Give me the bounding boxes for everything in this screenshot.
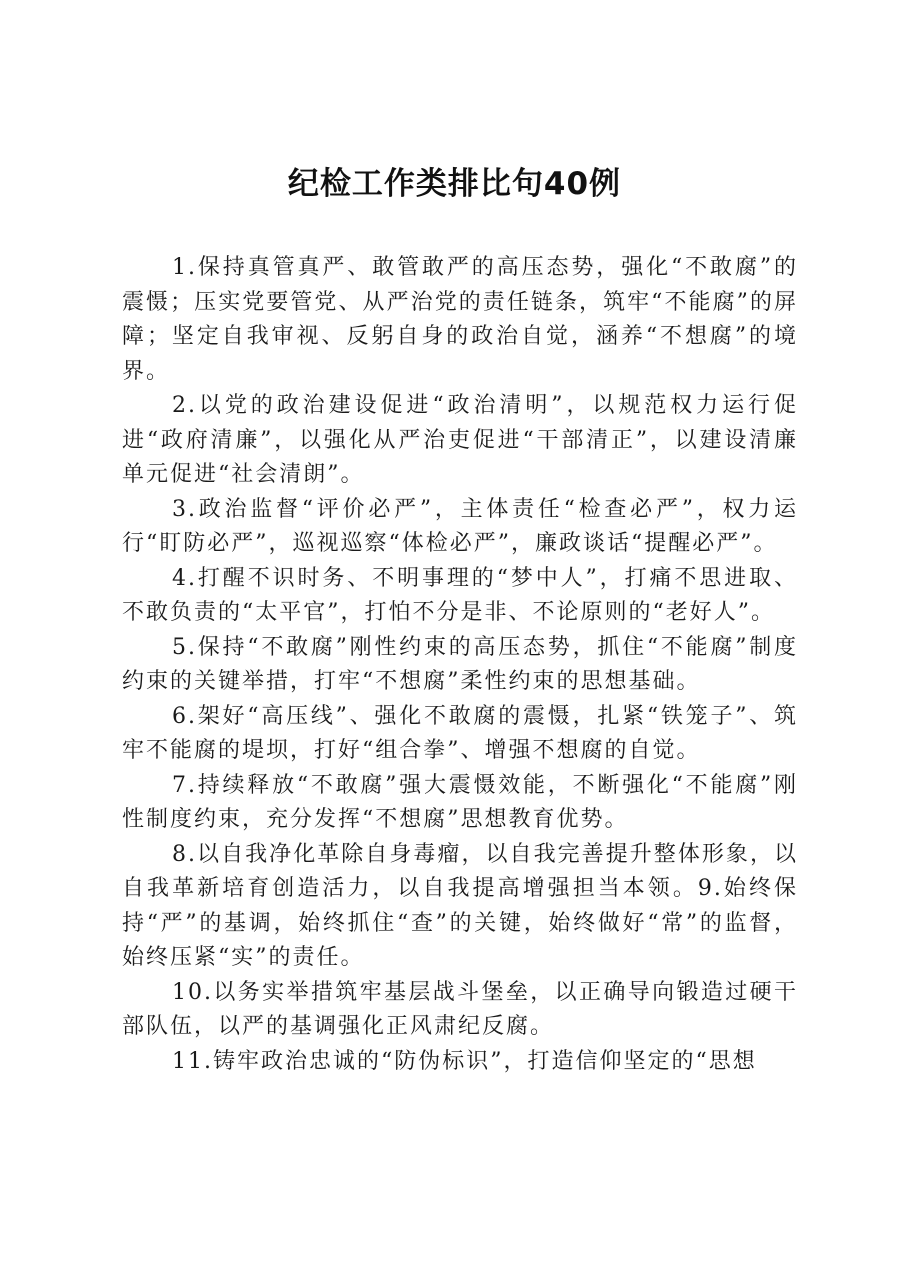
paragraph-5: 5.保持“不敢腐”刚性约束的高压态势，抓住“不能腐”制度约束的关键举措，打牢“不想腐”柔性约束的思想基础。 [122,634,798,694]
paragraph-1: 1.保持真管真严、敢管敢严的高压态势，强化“不敢腐”的震慑；压实党要管党、从严治党的责任链条，筑牢“不能腐”的屏障；坚定自我审视、反躬自身的政治自觉，涵养“不想腐”的境界。 [122,255,798,384]
paragraph-2: 2.以党的政治建设促进“政治清明”，以规范权力运行促进“政府清廉”，以强化从严治吏促进“干部清正”，以建设清廉单元促进“社会清朗”。 [122,393,798,487]
document-title: 纪检工作类排比句40例 [287,166,622,202]
paragraph-7: 7.持续释放“不敢腐”强大震慑效能，不断强化“不能腐”刚性制度约束，充分发挥“不想腐”思想教育优势。 [122,772,798,832]
paragraph-4: 4.打醒不识时务、不明事理的“梦中人”，打痛不思进取、不敢负责的“太平官”，打怕不分是非、不论原则的“老好人”。 [122,565,798,625]
document-body [122,251,798,1079]
paragraph-11: 11.铸牢政治忠诚的“防伪标识”，打造信仰坚定的“思想 [172,1048,757,1074]
paragraph-6: 6.架好“高压线”、强化不敢腐的震慑，扎紧“铁笼子”、筑牢不能腐的堤坝，打好“组合拳”、增强不想腐的自觉。 [122,703,798,763]
paragraph-10: 10.以务实举措筑牢基层战斗堡垒，以正确导向锻造过硬干部队伍，以严的基调强化正风肃纪反腐。 [122,979,798,1039]
paragraph-8: 8.以自我净化革除自身毒瘤，以自我完善提升整体形象，以自我革新培育创造活力，以自我提高增强担当本领。9.始终保持“严”的基调，始终抓住“查”的关键，始终做好“常”的监督，始终压紧“实”的责任。 [122,841,798,970]
paragraph-3: 3.政治监督“评价必严”，主体责任“检查必严”，权力运行“盯防必严”，巡视巡察“体检必严”，廉政谈话“提醒必严”。 [122,496,798,556]
